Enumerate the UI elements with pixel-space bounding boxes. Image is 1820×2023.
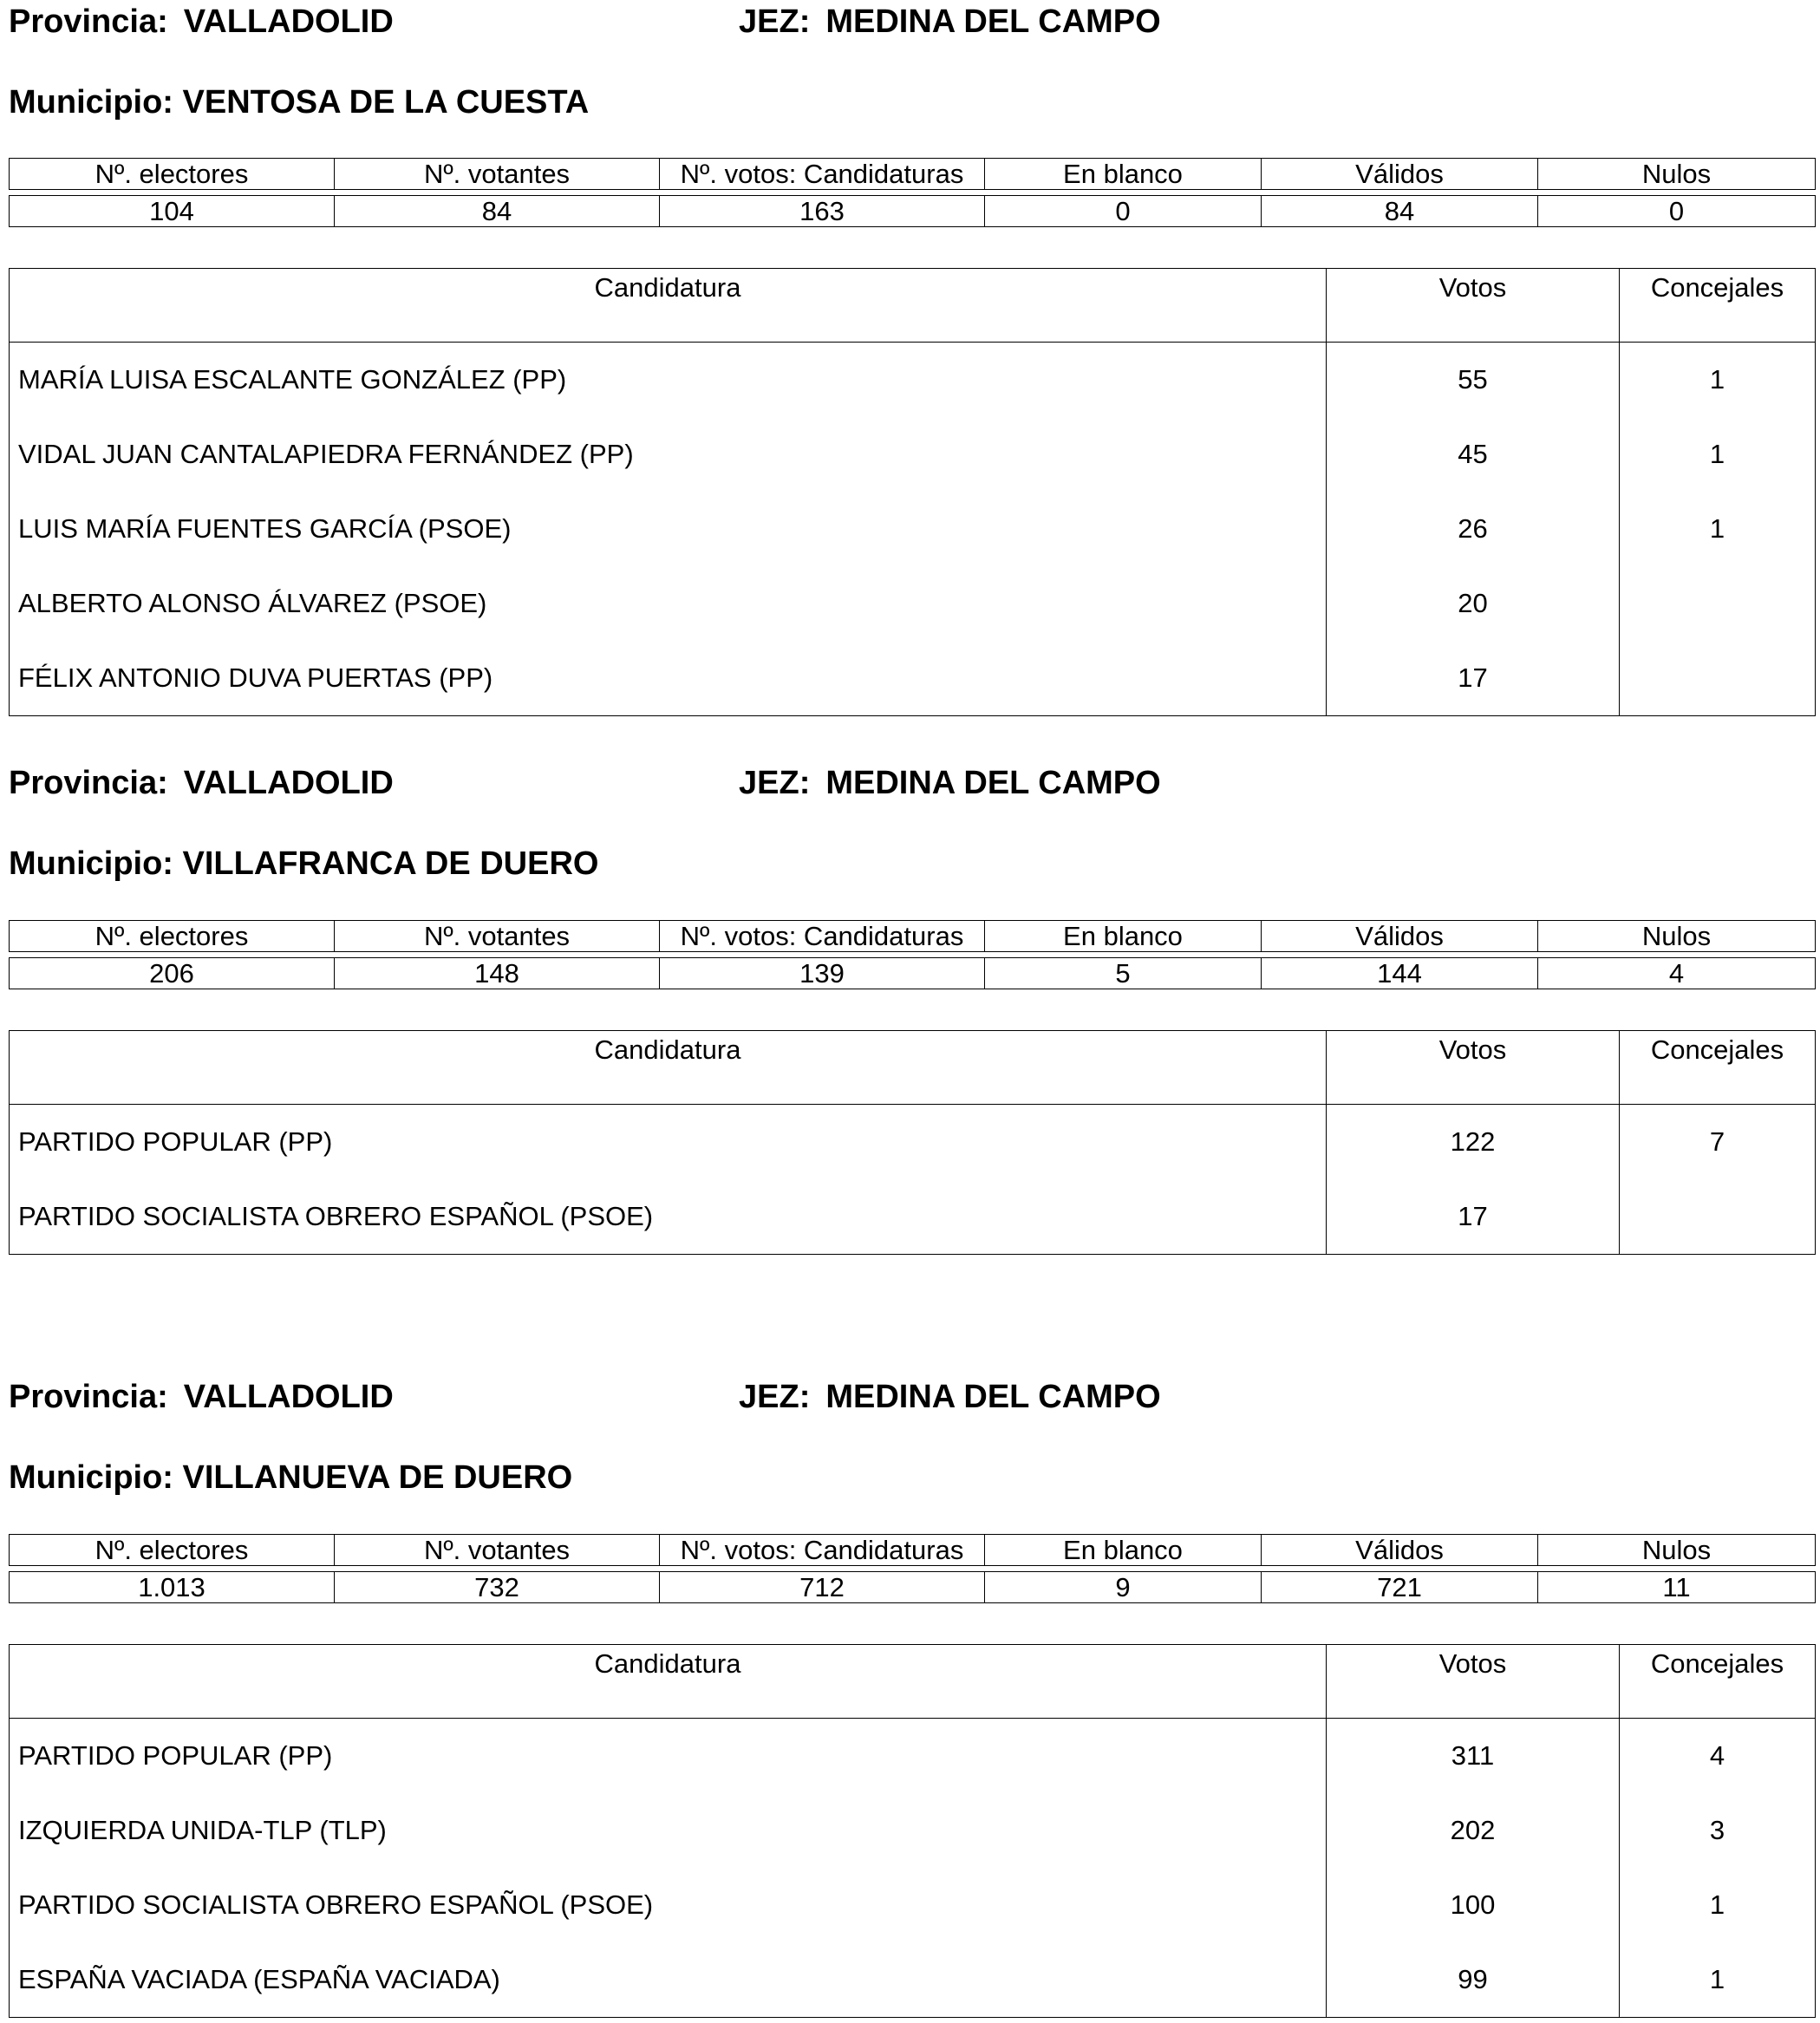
candidate-concejales: 1 xyxy=(1620,417,1816,492)
stats-header: Válidos xyxy=(1262,1535,1538,1566)
stats-header: Nº. votantes xyxy=(335,921,660,952)
jez-label: JEZ: xyxy=(739,1379,811,1415)
stats-value: 11 xyxy=(1538,1572,1816,1603)
candidates-header-row xyxy=(10,1645,1816,1719)
votos-header: Votos xyxy=(1327,1645,1620,1719)
candidates-table xyxy=(9,1644,1816,2018)
provincia-label: Provincia: xyxy=(9,3,168,40)
candidate-row xyxy=(10,1719,1816,1794)
stats-value: 148 xyxy=(335,958,660,989)
jez-label: JEZ: xyxy=(739,3,811,40)
provincia-value: VALLADOLID xyxy=(183,3,394,40)
stats-value: 9 xyxy=(985,1572,1262,1603)
candidate-name: VIDAL JUAN CANTALAPIEDRA FERNÁNDEZ (PP) xyxy=(10,417,1327,492)
stats-header: Nulos xyxy=(1538,921,1816,952)
candidate-name: ESPAÑA VACIADA (ESPAÑA VACIADA) xyxy=(10,1942,1327,2018)
candidates-header-row xyxy=(10,1031,1816,1105)
stats-table xyxy=(9,158,1816,227)
stats-header: Nº. electores xyxy=(10,1535,335,1566)
provincia-value: VALLADOLID xyxy=(183,1379,394,1415)
stats-value: 5 xyxy=(985,958,1262,989)
candidate-concejales: 3 xyxy=(1620,1793,1816,1868)
provincia-value: VALLADOLID xyxy=(183,765,394,801)
candidate-name: PARTIDO POPULAR (PP) xyxy=(10,1105,1327,1180)
jez-heading xyxy=(739,763,1161,803)
stats-header: Nº. votos: Candidaturas xyxy=(660,1535,985,1566)
stats-value: 206 xyxy=(10,958,335,989)
provincia-label: Provincia: xyxy=(9,1379,168,1415)
stats-header-row xyxy=(10,159,1816,190)
candidatura-header: Candidatura xyxy=(10,1645,1327,1719)
municipio-value: VILLAFRANCA DE DUERO xyxy=(182,845,599,882)
stats-value: 712 xyxy=(660,1572,985,1603)
jez-value: MEDINA DEL CAMPO xyxy=(825,3,1161,40)
candidate-votos: 122 xyxy=(1327,1105,1620,1180)
candidate-votos: 26 xyxy=(1327,492,1620,566)
stats-header: Válidos xyxy=(1262,159,1538,190)
municipio-value: VILLANUEVA DE DUERO xyxy=(182,1459,573,1496)
candidate-name: LUIS MARÍA FUENTES GARCÍA (PSOE) xyxy=(10,492,1327,566)
candidate-votos: 17 xyxy=(1327,1179,1620,1255)
provincia-label: Provincia: xyxy=(9,765,168,801)
stats-value: 0 xyxy=(985,196,1262,227)
candidate-name: MARÍA LUISA ESCALANTE GONZÁLEZ (PP) xyxy=(10,343,1327,418)
candidate-name: IZQUIERDA UNIDA-TLP (TLP) xyxy=(10,1793,1327,1868)
candidates-table xyxy=(9,1030,1816,1255)
stats-header: En blanco xyxy=(985,1535,1262,1566)
stats-header: Nº. electores xyxy=(10,921,335,952)
stats-table xyxy=(9,1534,1816,1603)
candidate-row xyxy=(10,1793,1816,1868)
provincia-heading xyxy=(9,763,394,803)
candidate-concejales: 1 xyxy=(1620,343,1816,418)
stats-header-row xyxy=(10,1535,1816,1566)
candidate-row xyxy=(10,343,1816,418)
municipio-value: VENTOSA DE LA CUESTA xyxy=(182,84,590,121)
candidates-header-row xyxy=(10,269,1816,343)
candidate-name: PARTIDO SOCIALISTA OBRERO ESPAÑOL (PSOE) xyxy=(10,1179,1327,1255)
candidates-table xyxy=(9,268,1816,716)
jez-heading xyxy=(739,1377,1161,1417)
concejales-header: Concejales xyxy=(1620,269,1816,343)
stats-header: En blanco xyxy=(985,159,1262,190)
candidate-concejales xyxy=(1620,566,1816,641)
candidate-votos: 45 xyxy=(1327,417,1620,492)
candidate-row xyxy=(10,641,1816,716)
municipio-heading xyxy=(9,1458,572,1498)
concejales-header: Concejales xyxy=(1620,1645,1816,1719)
candidate-name: PARTIDO SOCIALISTA OBRERO ESPAÑOL (PSOE) xyxy=(10,1868,1327,1942)
stats-value: 0 xyxy=(1538,196,1816,227)
concejales-header: Concejales xyxy=(1620,1031,1816,1105)
candidatura-header: Candidatura xyxy=(10,1031,1327,1105)
candidate-votos: 311 xyxy=(1327,1719,1620,1794)
jez-value: MEDINA DEL CAMPO xyxy=(825,765,1161,801)
candidate-name: FÉLIX ANTONIO DUVA PUERTAS (PP) xyxy=(10,641,1327,716)
stats-value: 732 xyxy=(335,1572,660,1603)
stats-value-row xyxy=(10,1572,1816,1603)
candidate-name: PARTIDO POPULAR (PP) xyxy=(10,1719,1327,1794)
stats-value: 144 xyxy=(1262,958,1538,989)
candidate-row xyxy=(10,566,1816,641)
jez-label: JEZ: xyxy=(739,765,811,801)
stats-header: Nº. votos: Candidaturas xyxy=(660,921,985,952)
candidate-row xyxy=(10,1868,1816,1942)
stats-value: 104 xyxy=(10,196,335,227)
stats-value-row xyxy=(10,196,1816,227)
candidate-concejales xyxy=(1620,1179,1816,1255)
stats-header: Nº. votantes xyxy=(335,1535,660,1566)
stats-value-row xyxy=(10,958,1816,989)
candidate-concejales: 1 xyxy=(1620,1868,1816,1942)
candidate-concejales: 7 xyxy=(1620,1105,1816,1180)
candidate-concejales: 1 xyxy=(1620,1942,1816,2018)
stats-header: En blanco xyxy=(985,921,1262,952)
provincia-heading xyxy=(9,1377,394,1417)
municipio-heading xyxy=(9,82,589,122)
stats-header: Válidos xyxy=(1262,921,1538,952)
candidate-votos: 20 xyxy=(1327,566,1620,641)
jez-value: MEDINA DEL CAMPO xyxy=(825,1379,1161,1415)
stats-value: 4 xyxy=(1538,958,1816,989)
candidate-row xyxy=(10,492,1816,566)
stats-value: 163 xyxy=(660,196,985,227)
stats-header: Nº. votos: Candidaturas xyxy=(660,159,985,190)
jez-heading xyxy=(739,2,1161,42)
stats-value: 139 xyxy=(660,958,985,989)
candidate-concejales: 1 xyxy=(1620,492,1816,566)
votos-header: Votos xyxy=(1327,269,1620,343)
stats-value: 721 xyxy=(1262,1572,1538,1603)
provincia-heading xyxy=(9,2,394,42)
stats-header: Nulos xyxy=(1538,159,1816,190)
candidate-row xyxy=(10,417,1816,492)
municipio-label: Municipio: xyxy=(9,84,173,121)
candidate-row xyxy=(10,1179,1816,1255)
candidate-concejales xyxy=(1620,641,1816,716)
municipio-heading xyxy=(9,844,598,884)
municipio-label: Municipio: xyxy=(9,845,173,882)
votos-header: Votos xyxy=(1327,1031,1620,1105)
candidate-votos: 99 xyxy=(1327,1942,1620,2018)
stats-value: 84 xyxy=(1262,196,1538,227)
candidate-votos: 202 xyxy=(1327,1793,1620,1868)
candidate-name: ALBERTO ALONSO ÁLVAREZ (PSOE) xyxy=(10,566,1327,641)
candidate-votos: 100 xyxy=(1327,1868,1620,1942)
stats-header-row xyxy=(10,921,1816,952)
stats-value: 84 xyxy=(335,196,660,227)
candidate-row xyxy=(10,1105,1816,1180)
stats-header: Nº. votantes xyxy=(335,159,660,190)
candidatura-header: Candidatura xyxy=(10,269,1327,343)
stats-table xyxy=(9,920,1816,989)
stats-header: Nulos xyxy=(1538,1535,1816,1566)
candidate-row xyxy=(10,1942,1816,2018)
candidate-votos: 17 xyxy=(1327,641,1620,716)
municipio-label: Municipio: xyxy=(9,1459,173,1496)
stats-header: Nº. electores xyxy=(10,159,335,190)
candidate-votos: 55 xyxy=(1327,343,1620,418)
stats-value: 1.013 xyxy=(10,1572,335,1603)
candidate-concejales: 4 xyxy=(1620,1719,1816,1794)
